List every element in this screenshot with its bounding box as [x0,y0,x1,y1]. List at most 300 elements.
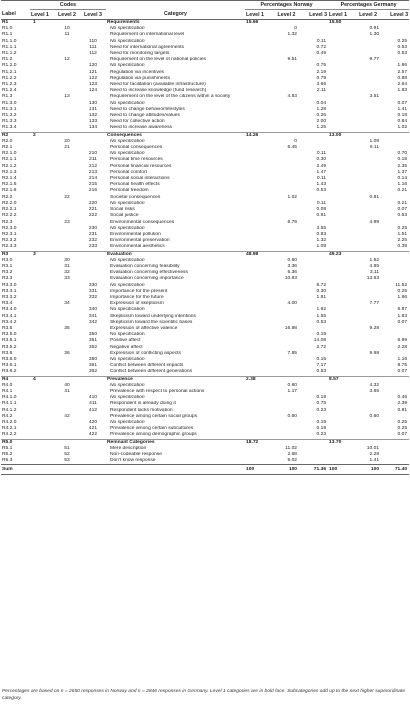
row-label: R2.3.3 [2,244,17,250]
row-germany-level1: 8.57 [328,376,355,383]
row-code-level3 [80,439,106,446]
row-code-level3: 210 [88,151,98,157]
row-norway-level2: 16.98 [284,325,298,331]
row-norway-level3: 2.00 [316,119,327,125]
row-norway-level2: 0.60 [287,257,298,263]
row-code-level2 [54,376,80,383]
row-code-level1: 1 [33,20,36,25]
level1-row [1,20,409,27]
row-germany-level2: 1.09 [369,138,380,144]
row-norway-level3: 0.11 [316,151,327,157]
row-norway-level3 [299,251,328,258]
row-label: R5.3 [2,458,13,464]
row-label: R2.3.2 [2,238,17,244]
row-category: Evaluation concerning feasibility [110,263,180,269]
row-code-level3 [80,132,106,139]
row-germany-level3 [381,439,409,446]
row-label: R2.1.3 [2,169,17,175]
row-code-level2: 41 [64,388,70,394]
row-germany-level1: 15.50 [329,20,342,25]
row-label: R2.3.1 [2,231,17,237]
row-category: No specification [110,26,145,32]
row-label: R3.3.2 [2,294,17,300]
row-label: R3.6.2 [2,369,17,375]
row-label: R3.3.0 [2,282,17,288]
row-code-level3: 132 [88,113,98,119]
row-label: R1.3.3 [2,119,17,125]
row-germany-level3: 0.14 [397,176,408,182]
row-category: Personal financial resources [110,163,172,169]
row-norway-level3 [299,376,328,383]
row-label: R2.1.2 [2,163,17,169]
row-germany-level3 [381,132,409,139]
table-row [1,458,409,465]
row-norway-level2: 6.79 [287,219,298,225]
header-codes-level3: Level 3 [80,10,106,20]
row-label: R1.1 [2,32,13,38]
row-category: Personal comfort [110,169,147,175]
row-code-level3: 231 [88,231,98,237]
row-germany-level1 [328,458,355,465]
row-label: R3.6 [2,350,13,356]
row-category: No specification [110,307,145,313]
row-code-level3: 222 [88,213,98,219]
row-code-level2 [54,432,80,439]
row-label: R2.1.5 [2,182,17,188]
row-germany-level2: 10.01 [366,445,380,451]
row-norway-level3: 1.81 [316,294,327,300]
row-code-level3: 211 [89,157,97,163]
row-germany-level3: 0.07 [397,432,408,438]
row-code-level2: 10 [64,26,70,32]
row-label: R1.2 [2,57,13,63]
row-code-level3: 360 [88,356,98,362]
row-category: Environmental aesthetics [110,244,165,250]
row-germany-level3: 0.25 [397,420,408,425]
row-norway-level3: 2.72 [316,344,327,350]
row-germany-level3: 0.25 [397,225,408,231]
row-norway-level1 [245,125,274,132]
row-code-level3: 134 [88,125,98,131]
row-label: R2.2 [2,194,13,200]
row-germany-level1 [328,244,355,251]
row-label: R3.5.2 [2,344,17,350]
row-category: Need to increase awareness [110,125,172,131]
row-code-level3: 351 [88,338,98,344]
row-category: No specification [110,395,145,401]
header-category: Category [106,10,245,20]
row-label: R1.3.2 [2,113,17,119]
row-code-level2: 34 [64,301,70,307]
row-norway-level3: 0.83 [316,231,327,237]
row-norway-level3: 0.91 [316,213,327,219]
sum-germany-level2: 100 [355,465,381,475]
row-code-level3: 233 [88,244,98,250]
row-germany-level2 [355,439,381,446]
row-category: Importance for the present [110,288,168,294]
row-norway-level1: 2.38 [245,376,274,383]
row-germany-level2: 9.98 [369,350,380,356]
row-code-level3: 212 [88,163,98,169]
row-germany-level3: 0.53 [397,44,408,50]
row-norway-level3: 0.08 [316,207,327,213]
row-category: Need for monitoring targets [110,51,170,57]
row-code-level2 [54,369,80,376]
row-category: Environmental preservation [110,238,170,244]
header-label-blank [1,1,30,10]
row-germany-level2: 0.91 [369,26,380,32]
sum-row [1,465,409,475]
header-codes: Codes [30,1,106,10]
row-category: Societal consequences [110,194,161,200]
header-percentages-germany: Percentages Germany [328,1,409,10]
row-germany-level3: 1.16 [397,182,408,188]
row-norway-level3 [299,20,328,27]
row-germany-level2: 3.65 [369,388,380,394]
row-norway-level3: 0.30 [316,288,327,294]
row-category: Requirement on the level of national policies [110,57,206,63]
row-norway-level3: 0.75 [316,63,327,69]
row-category: Expression of skepticism [110,301,164,307]
row-norway-level3: 0.19 [316,420,327,425]
row-code-level3: 214 [88,176,98,182]
row-norway-level2: 5.02 [287,458,298,464]
row-code-level3: 352 [88,344,98,350]
row-norway-level1 [245,432,274,439]
row-germany-level3: 0.84 [397,119,408,125]
row-germany-level3: 1.41 [397,106,408,112]
row-label: R3.4.1 [2,313,17,319]
row-code-level3 [80,458,106,465]
row-code-level2 [54,251,80,258]
row-norway-level3: 0.04 [316,100,327,106]
row-code-level2: 30 [64,257,70,263]
row-norway-level1: 18.72 [245,439,274,446]
row-germany-level3: 6.99 [397,338,408,344]
row-category: Evaluation concerning effectiveness [110,270,188,276]
row-norway-level2: 0 [294,138,298,144]
row-norway-level3: 1.92 [316,307,327,313]
row-germany-level2: 7.77 [369,301,380,307]
row-category: No specification [110,332,145,338]
row-label: R2.1 [2,145,13,151]
row-code-level3 [80,20,106,27]
row-norway-level3: 0.19 [316,426,327,432]
row-category: Mere description [110,445,147,451]
row-code-level3: 215 [88,182,98,188]
row-norway-level3: 2.19 [316,69,327,75]
row-germany-level3: 0.53 [397,213,408,219]
row-norway-level3: 0.11 [316,200,327,206]
row-norway-level3: 1.43 [316,182,327,188]
row-germany-level2: 0.81 [369,194,380,200]
row-germany-level3: 8.75 [397,363,408,369]
table-row [1,369,409,376]
row-code-level2 [54,244,80,251]
row-germany-level2: 1.30 [369,32,380,38]
row-label: R2.1.6 [2,188,17,194]
row-code-level3: 340 [88,307,98,313]
row-label: R3.3 [2,276,13,282]
row-norway-level3: 0.11 [316,38,327,44]
row-norway-level3 [299,132,328,139]
row-label: R4.2.1 [2,426,17,432]
row-category: Conflict between different generations [110,369,193,375]
row-germany-level1 [328,125,355,132]
row-code-level2: 35 [64,325,70,331]
sum-norway-level1: 100 [245,465,274,475]
row-norway-level1: 15.66 [246,20,259,25]
row-norway-level2 [274,439,299,446]
row-germany-level3 [381,20,409,27]
row-label: R3.6.0 [2,356,17,362]
row-germany-level2: 13.63 [366,276,380,282]
row-code-level3: 421 [88,426,98,432]
row-norway-level3: 0.72 [316,44,327,50]
row-code-level3: 410 [88,395,98,401]
row-code-level2: 40 [64,382,70,388]
row-germany-level2: 1.62 [369,257,380,263]
row-germany-level3: 1.02 [397,125,408,131]
row-code-level2 [54,125,80,132]
row-label: R2.2.1 [2,207,17,213]
row-category: Personal social interactions [110,176,170,182]
row-code-level3: 330 [88,282,98,288]
row-germany-level3: 0.21 [397,200,408,206]
row-norway-level3: 0.30 [316,157,327,163]
row-category: Expression of affective valence [110,325,178,331]
row-code-level2 [54,132,80,139]
row-norway-level3: 2.11 [316,88,327,94]
row-norway-level1 [245,369,274,376]
row-germany-level3: 0.25 [397,426,408,432]
row-germany-level3: 0.25 [397,38,408,44]
header-germany-level3: Level 3 [381,10,409,20]
row-category: No specification [110,282,145,288]
row-code-level3: 331 [88,288,98,294]
row-norway-level3: 7.17 [316,363,327,369]
row-category: Evaluation [106,251,245,258]
row-norway-level3: 0.79 [316,75,327,81]
row-germany-level2: 6.11 [369,145,380,151]
header-category-blank [106,1,245,10]
row-code-level3: 220 [88,200,98,206]
row-label: R3.4 [2,301,13,307]
row-label: R4.0 [2,382,13,388]
row-category: No specification [110,420,145,425]
row-code-level2: 33 [64,276,70,282]
row-category: Conflict between different impacts [110,363,184,369]
row-category: Non-codeable response [110,452,162,458]
row-code-level1: 4 [30,376,54,383]
row-code-level3: 124 [88,88,98,94]
row-norway-level3: 0.53 [316,319,327,325]
row-category: Need for international agreements [110,44,184,50]
row-code-level1 [30,439,54,446]
row-germany-level3: 0.81 [397,407,408,413]
row-category: Prevalence [106,376,245,383]
row-category: Personal time resources [110,157,163,163]
row-norway-level2: 0.60 [287,382,298,388]
row-norway-level2: 7.85 [287,350,298,356]
row-category: Need for facilitation (available infrastructure) [110,82,206,88]
row-code-level3: 422 [88,432,98,438]
row-germany-level1 [328,369,355,376]
row-norway-level1: 48.98 [245,251,274,258]
row-category: Consequences [106,132,245,139]
row-label: R4 [1,376,30,383]
row-category: Requirement on the level of the citizens within a society [110,94,231,100]
row-label: R5.2 [2,452,13,458]
row-germany-level3: 1.86 [397,63,408,69]
row-category: Respondent is already doing it [110,401,176,407]
row-norway-level3: 0.26 [316,113,327,119]
row-code-level3: 361 [88,363,98,369]
row-germany-level3: 2.57 [397,69,408,75]
row-code-level3: 232 [88,238,98,244]
row-germany-level3: 2.28 [397,344,408,350]
row-label: R1.2.0 [2,63,17,69]
table-footnote: Percentages are based on n = 2650 responses in Norway and n = 2846 responses in Germany. Level 1 categories are in bold face. Subcategories add up to the next higher superordinate category. [2,689,406,701]
row-germany-level2: 3.11 [369,270,380,276]
row-code-level2: 12 [64,57,70,63]
row-norway-level2 [274,432,299,439]
row-label: R4.1.1 [2,401,17,407]
row-label: R1.3.1 [2,106,17,112]
row-code-level2: 53 [64,458,70,464]
row-category: Skepticism toward the scientific bases [110,319,193,325]
row-code-level3: 332 [88,294,98,300]
row-label: R3 [1,251,30,258]
row-germany-level3: 0.46 [397,395,408,401]
row-category: No specification [110,151,145,157]
row-label: R3.5.0 [2,332,17,338]
row-label: R3.1 [2,263,13,269]
row-norway-level3: 0.11 [316,176,327,182]
row-label: R4.1.0 [2,395,17,401]
level1-row [1,132,409,139]
row-label: R4.2.0 [2,420,17,425]
row-code-level2: 21 [64,145,70,151]
row-germany-level3: 0.07 [397,207,408,213]
row-category: No specification [110,200,145,206]
row-norway-level3: 0.19 [316,395,327,401]
row-code-level1 [30,432,54,439]
row-norway-level3: 1.32 [316,238,327,244]
row-norway-level3: 3.66 [316,82,327,88]
row-code-level3: 412 [88,407,98,413]
row-germany-level2: 9.28 [369,325,380,331]
row-norway-level2: 0.60 [287,413,298,419]
row-germany-level1 [328,432,355,439]
row-label: R2.3 [2,219,13,225]
row-code-level2: 13 [64,94,70,100]
row-category: Requirements [107,20,140,25]
row-norway-level2 [274,20,299,27]
row-category: Regulation via punishments [110,75,171,81]
row-label: R1.1.0 [2,38,17,44]
row-norway-level2: 5.36 [287,270,298,276]
row-germany-level3: 2.35 [397,163,408,169]
row-germany-level2: 3.51 [369,94,380,100]
sum-label: Sum [1,465,30,475]
row-norway-level2 [274,125,299,132]
row-germany-level3: 0.07 [397,369,408,375]
table-row [1,432,409,439]
row-category: No specification [110,225,145,231]
row-germany-level3: 2.64 [397,82,408,88]
row-label: R3.4.0 [2,307,17,313]
row-norway-level2: 4.00 [287,301,298,307]
row-label: R4.1.2 [2,407,17,413]
row-label: R3.0 [2,257,13,263]
row-germany-level3: 11.52 [395,282,408,288]
row-germany-level1: 13.70 [328,439,355,446]
row-norway-level3: 1.28 [316,106,327,112]
row-code-level2: 42 [64,413,70,419]
row-norway-level2: 1.02 [287,194,298,200]
row-germany-level3: 1.37 [397,169,408,175]
row-label: R3.3.1 [2,288,17,294]
row-code-level3: 341 [88,313,98,319]
row-germany-level1: 49.23 [328,251,355,258]
level1-row [1,439,409,446]
row-category: Importance for the future [110,294,164,300]
row-norway-level2: 10.83 [284,276,298,282]
row-category: Social justice [110,213,139,219]
row-norway-level3: 1.25 [316,125,327,131]
row-germany-level3: 1.51 [397,231,408,237]
row-code-level3: 342 [88,319,98,325]
row-code-level1 [30,369,54,376]
table-body [1,20,409,465]
row-germany-level3: 0.39 [397,244,408,250]
row-category: Positive affect [110,338,141,344]
row-category: Negative affect [110,344,143,350]
row-category: Need for collective action [110,119,165,125]
row-label: R1.2.1 [2,69,17,75]
row-germany-level2: 1.41 [369,458,380,464]
row-germany-level2 [355,251,381,258]
row-germany-level3: 0.21 [397,188,408,194]
row-category: No specification [110,356,145,362]
row-code-level2: 52 [64,452,70,458]
row-germany-level3: 0.25 [397,288,408,294]
row-germany-level2: 0.60 [369,413,380,419]
row-label: R4.1 [2,388,13,394]
row-label: R1.3.0 [2,100,17,106]
row-category: Requirement on international level [110,32,185,38]
row-code-level3: 133 [88,119,98,125]
row-code-level2: 36 [64,350,70,356]
row-germany-level3: 1.83 [397,313,408,319]
row-category: Prevalence among certain social groups [110,413,198,419]
row-label: R2.1.4 [2,176,17,182]
row-germany-level2: 2.28 [369,452,380,458]
row-germany-level2 [355,376,381,383]
row-code-level1 [30,244,54,251]
row-label: R4.2 [2,413,13,419]
row-norway-level3 [299,458,328,465]
row-germany-level3: 0.18 [397,157,408,163]
row-code-level3: 131 [88,106,98,112]
header-norway-level3: Level 3 [299,10,328,20]
row-germany-level3 [381,251,409,258]
row-label: R1 [2,20,9,25]
row-norway-level3: 0.49 [316,51,327,57]
row-norway-level3: 0.53 [316,188,327,194]
row-germany-level2 [355,369,381,376]
